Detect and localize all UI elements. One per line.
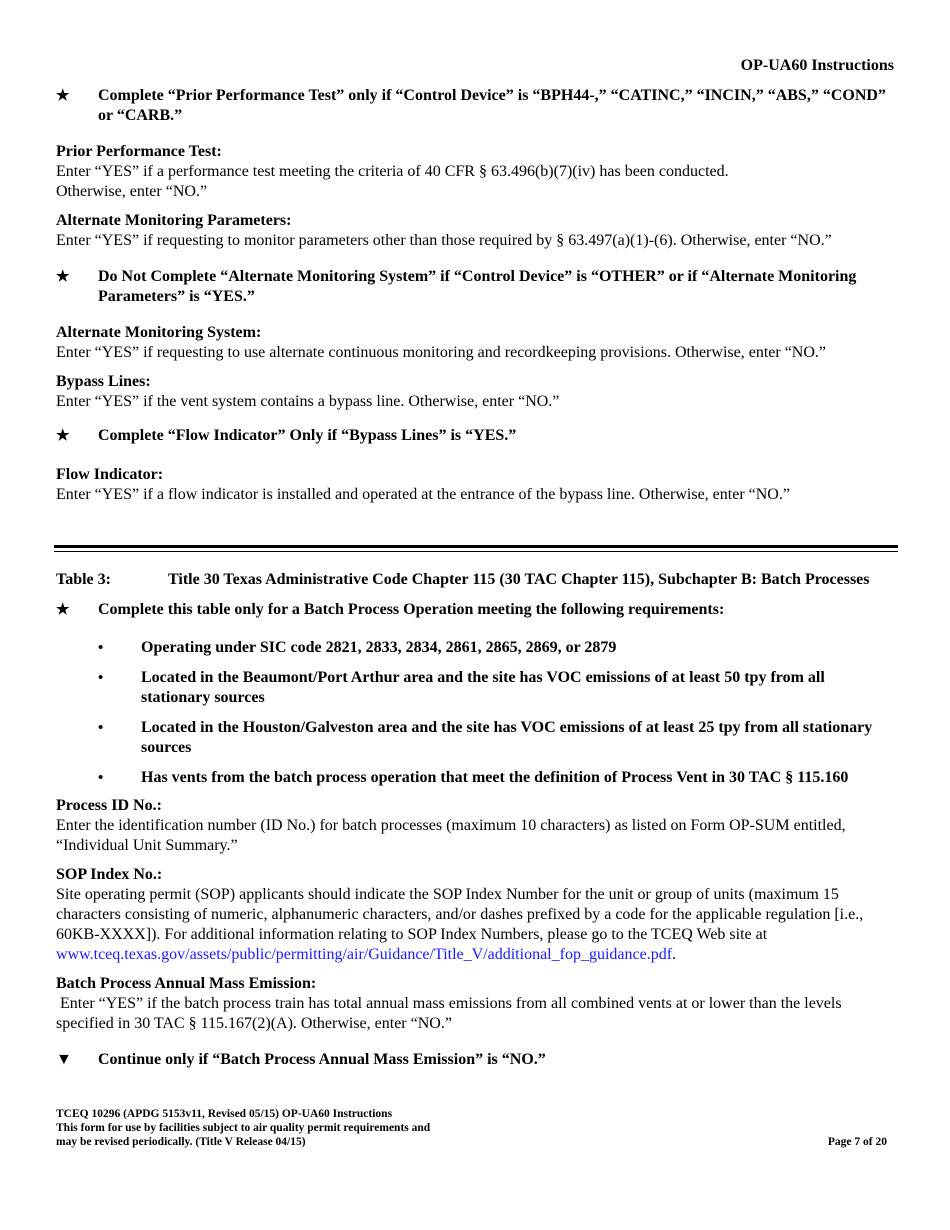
page-footer (56, 1107, 887, 1149)
bullet-icon: • (98, 640, 104, 656)
note-flow-indicator (56, 426, 896, 446)
star-icon: ★ (56, 269, 70, 285)
section-body: Enter “YES” if the batch process train has total annual mass emissions from all combined vents at or lower than the levels specified in 30 TAC § 115.167(2)(A). Otherwise, enter “NO.” (56, 995, 846, 1032)
triangle-down-icon: ▼ (56, 1051, 72, 1068)
section-divider (54, 545, 898, 552)
section-body: Enter the identification number (ID No.) for batch processes (maximum 10 characters) as listed on Form OP-SUM entitled, “Individual Unit Summary.” (56, 817, 846, 854)
section-sop-index (56, 865, 896, 965)
section-heading: Batch Process Annual Mass Emission: (56, 975, 317, 992)
page-header-title: OP-UA60 Instructions (740, 57, 894, 74)
section-heading: Process ID No.: (56, 797, 162, 814)
section-heading: Alternate Monitoring Parameters: (56, 212, 292, 229)
section-heading: Alternate Monitoring System: (56, 324, 262, 341)
section-body: Enter “YES” if a performance test meeting the criteria of 40 CFR § 63.496(b)(7)(iv) has been conducted. (56, 163, 729, 180)
section-body (56, 885, 896, 965)
note-alternate-monitoring-system (56, 267, 896, 307)
requirement-text: Located in the Houston/Galveston area and the site has VOC emissions of at least 25 tpy from all stationary sources (141, 719, 873, 756)
requirement-text: Operating under SIC code 2821, 2833, 2834, 2861, 2865, 2869, or 2879 (141, 639, 617, 656)
table-3-heading (56, 570, 896, 590)
table-title: Title 30 Texas Administrative Code Chapter 115 (30 TAC Chapter 115), Subchapter B: Batch Processes (168, 571, 870, 588)
sop-body-text: Site operating permit (SOP) applicants should indicate the SOP Index Number for the unit or group of units (maximum 15 characters consisting of numeric, alphanumeric characters, and/or dashes prefixed by a code for the applicable regulation [i.e., 60KB-XXXX]). For additional information relating to SOP Index Numbers, please go to the TCEQ Web site at (56, 886, 864, 943)
section-heading: Flow Indicator: (56, 466, 164, 483)
section-heading: SOP Index No.: (56, 866, 163, 883)
star-icon: ★ (56, 428, 70, 444)
star-icon: ★ (56, 602, 70, 618)
tceq-guidance-link[interactable]: www.tceq.texas.gov/assets/public/permitting/air/Guidance/Title_V/additional_fop_guidance.pdf (56, 946, 673, 963)
footer-line: TCEQ 10296 (APDG 5153v11, Revised 05/15) OP-UA60 Instructions (56, 1108, 393, 1120)
note-text: Do Not Complete “Alternate Monitoring System” if “Control Device” is “OTHER” or if “Alternate Monitoring Parameters” is “YES.” (98, 268, 857, 305)
note-continue (56, 1050, 896, 1070)
footer-line: may be revised periodically. (Title V Release 04/15) (56, 1136, 306, 1148)
star-icon: ★ (56, 88, 70, 104)
bullet-icon: • (98, 720, 104, 736)
section-bypass-lines (56, 372, 896, 412)
requirement-text: Located in the Beaumont/Port Arthur area and the site has VOC emissions of at least 50 tpy from all stationary sources (141, 669, 825, 706)
section-heading: Prior Performance Test: (56, 143, 222, 160)
note-text: Continue only if “Batch Process Annual Mass Emission” is “NO.” (98, 1051, 546, 1068)
bullet-icon: • (98, 770, 104, 786)
section-body: Otherwise, enter “NO.” (56, 183, 208, 200)
requirement-text: Has vents from the batch process operation that meet the definition of Process Vent in 30 TAC § 115.160 (141, 769, 849, 786)
section-body: Enter “YES” if the vent system contains a bypass line. Otherwise, enter “NO.” (56, 393, 560, 410)
section-process-id (56, 796, 896, 856)
section-alternate-monitoring-parameters (56, 211, 896, 251)
section-prior-performance-test (56, 142, 896, 202)
list-item (56, 668, 896, 708)
list-item (56, 768, 896, 788)
section-body: Enter “YES” if requesting to use alternate continuous monitoring and recordkeeping provisions. Otherwise, enter “NO.” (56, 344, 826, 361)
bullet-icon: • (98, 670, 104, 686)
page-number: Page 7 of 20 (827, 1136, 887, 1148)
section-flow-indicator (56, 465, 896, 505)
list-item (56, 718, 896, 758)
table-label: Table 3: (56, 571, 111, 588)
section-heading: Bypass Lines: (56, 373, 151, 390)
list-item (56, 638, 896, 658)
section-alternate-monitoring-system (56, 323, 896, 363)
note-batch-requirements (56, 600, 896, 620)
section-body: Enter “YES” if a flow indicator is installed and operated at the entrance of the bypass line. Otherwise, enter “NO.” (56, 486, 790, 503)
section-batch-process-annual-mass-emission (56, 974, 896, 1034)
page-content (56, 86, 896, 1070)
note-text: Complete “Prior Performance Test” only if “Control Device” is “BPH44-,” “CATINC,” “INCIN,” “ABS,” “COND” or “CARB.” (98, 87, 886, 124)
note-text: Complete “Flow Indicator” Only if “Bypass Lines” is “YES.” (98, 427, 517, 444)
sop-body-end: . (672, 946, 677, 963)
footer-line: This form for use by facilities subject to air quality permit requirements and (56, 1122, 431, 1134)
section-body: Enter “YES” if requesting to monitor parameters other than those required by § 63.497(a)(1)-(6). Otherwise, enter “NO.” (56, 232, 832, 249)
note-prior-performance (56, 86, 896, 126)
note-text: Complete this table only for a Batch Process Operation meeting the following requirements: (98, 601, 725, 618)
